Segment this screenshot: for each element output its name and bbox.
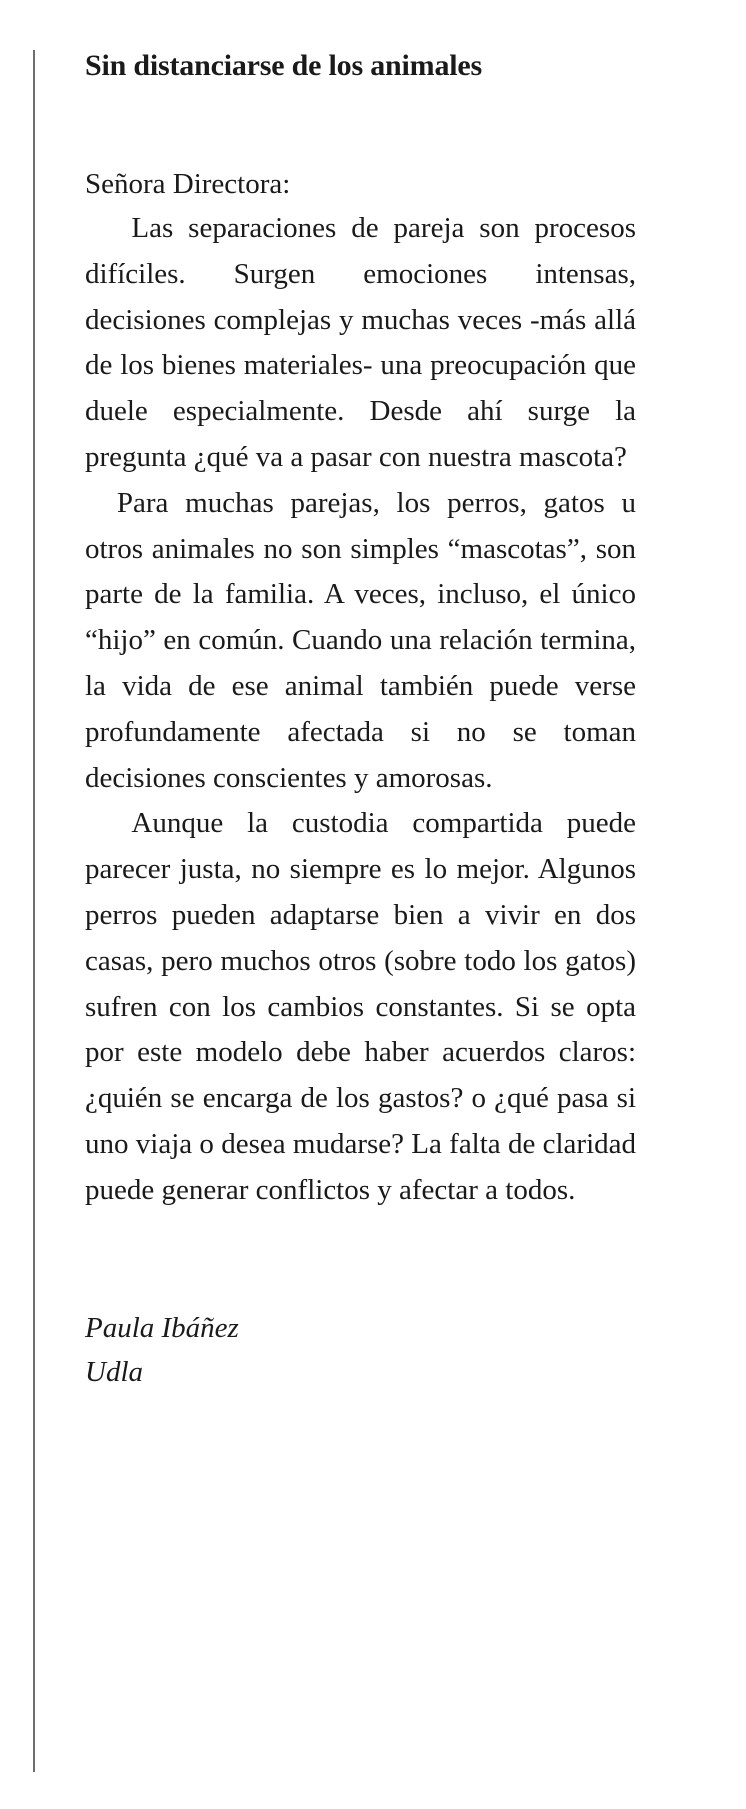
headline: Sin distanciarse de los animales	[85, 49, 482, 82]
paragraph-3: Aunque la custodia compartida puede parecer justa, no siempre es lo mejor. Algunos perros pueden adaptarse bien a vivir en dos casas, pero muchos otros (sobre todo los gatos) sufren con los cambios constantes. Si se opta por este modelo debe haber acuerdos claros: ¿quién se encarga de los gastos? o ¿qué pasa si uno viaja o desea mudarse? La falta de claridad puede generar conflictos y afectar a todos.	[85, 807, 636, 1206]
paragraph-2: Para muchas parejas, los perros, gatos u otros animales no son simples “mascotas”, son parte de la familia. A veces, incluso, el único “hijo” en común. Cuando una relación termina, la vida de ese animal también puede verse profundamente afectada si no se toman decisiones conscientes y amorosas.	[85, 486, 636, 794]
salutation: Señora Directora:	[85, 168, 291, 200]
signature	[85, 1306, 636, 1394]
column-rule	[33, 50, 35, 1772]
author-name: Paula Ibáñez	[85, 1311, 239, 1344]
letter-article	[85, 44, 636, 1394]
paragraph-1: Las separaciones de pareja son procesos difíciles. Surgen emociones intensas, decisiones complejas y muchas veces -más allá de los bienes materiales- una preocupación que duele especialmente. Desde ahí surge la pregunta ¿qué va a pasar con nuestra mascota?	[85, 212, 636, 473]
author-affiliation: Udla	[85, 1355, 143, 1388]
